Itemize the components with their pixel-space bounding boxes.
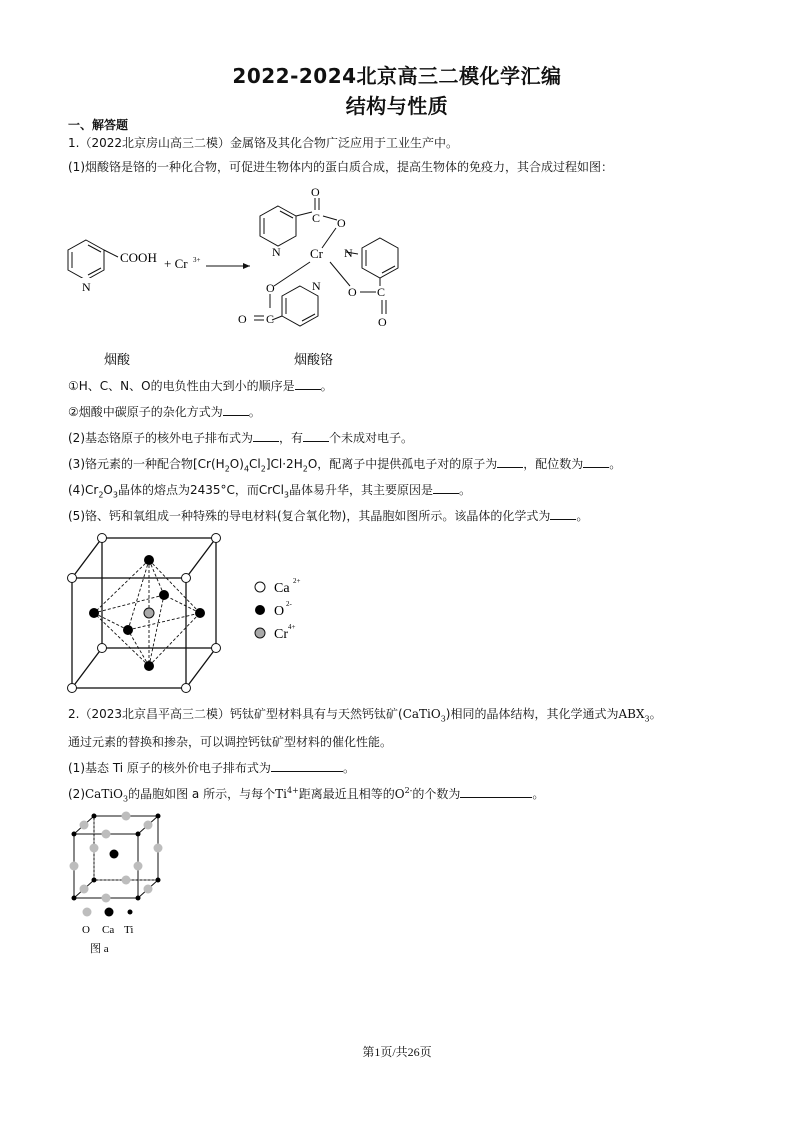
ca-atom xyxy=(68,574,77,583)
q1-part4-text: 晶体的熔点为2435°C，而CrCl xyxy=(117,483,284,497)
cr-ion-label: + Cr xyxy=(164,256,188,271)
o-label: O xyxy=(337,216,346,230)
o-atom xyxy=(122,812,131,821)
q1-part3 xyxy=(68,456,621,472)
q1-part3-text: Cl xyxy=(249,457,261,471)
ca-legend-marker xyxy=(105,908,114,917)
formula: Ti xyxy=(275,787,287,801)
chromium-nicotinate-structure xyxy=(254,198,398,326)
o-atom xyxy=(144,661,154,671)
q2-part2 xyxy=(68,786,544,802)
subscript: 3 xyxy=(123,794,129,804)
o-label: O xyxy=(378,315,387,329)
document-title: 2022-2024北京高三二模化学汇编 xyxy=(232,64,562,88)
q2-part2-text: (2) xyxy=(68,787,85,801)
ca-atom xyxy=(212,534,221,543)
o-label: O xyxy=(266,281,275,295)
q1-unit-cell-figure xyxy=(62,530,312,696)
ca-atom xyxy=(98,534,107,543)
subscript: 3 xyxy=(112,490,118,500)
answer-blank[interactable] xyxy=(583,456,609,468)
ti-atom xyxy=(92,878,97,883)
ca-atom xyxy=(68,684,77,693)
ti-legend-marker xyxy=(128,910,133,915)
ti-atom xyxy=(72,896,77,901)
q1-part5 xyxy=(68,508,588,524)
subscript: 4 xyxy=(243,464,250,474)
ca-legend-label: Ca xyxy=(102,924,115,936)
answer-blank[interactable] xyxy=(497,456,523,468)
o-atom xyxy=(134,862,143,871)
o-atom xyxy=(80,885,89,894)
cr-atom xyxy=(144,608,154,618)
formula: CaTiO xyxy=(402,707,441,721)
subscript: 3 xyxy=(283,490,289,500)
q1-part2-text: 个未成对电子。 xyxy=(329,431,414,445)
o-atom xyxy=(70,862,79,871)
unit-cell-legend xyxy=(255,577,301,642)
c-label: C xyxy=(266,312,275,326)
page-footer: 第1页/共26页 xyxy=(362,1045,432,1059)
period: 。 xyxy=(576,509,589,523)
section-heading: 一、解答题 xyxy=(68,118,129,132)
ca-legend-marker xyxy=(255,582,265,592)
q2-part2-text: 的个数为 xyxy=(412,787,461,801)
o-label: O xyxy=(238,312,247,326)
q1-part3-text: ，配位数为 xyxy=(523,457,584,471)
o-atom xyxy=(123,625,133,635)
q1-part4-text: O xyxy=(103,483,113,497)
ti-atom xyxy=(92,814,97,819)
cooh-label: COOH xyxy=(120,250,157,265)
cr-legend-marker xyxy=(255,628,265,638)
q1-part1-text: (1)烟酸铬是铬的一种化合物，可促进生物体内的蛋白质合成，提高生物体的免疫力，其合成过程如图： xyxy=(68,160,614,174)
period: 。 xyxy=(342,761,355,775)
q1-sub1 xyxy=(68,378,333,394)
q1-part2-text: (2)基态铬原子的核外电子排布式为 xyxy=(68,431,253,445)
formula: CaTiO xyxy=(85,787,124,801)
nicotinic-acid-caption: 烟酸 xyxy=(104,352,131,367)
o-label: O xyxy=(348,285,357,299)
o-atom xyxy=(80,821,89,830)
q1-part4 xyxy=(68,482,471,498)
nitrogen-label: N xyxy=(272,245,281,259)
ti-legend-label: Ti xyxy=(124,924,134,936)
superscript: 4+ xyxy=(286,786,299,795)
q1-part5-text: (5)铬、钙和氧组成一种特殊的导电材料(复合氧化物)，其晶胞如图所示。该晶体的化学式为 xyxy=(68,509,551,523)
answer-blank[interactable] xyxy=(460,786,532,798)
q2-line2: 通过元素的替换和掺杂，可以调控钙钛矿型材料的催化性能。 xyxy=(68,735,393,749)
figure-a xyxy=(64,810,174,960)
cr-legend-charge: 4+ xyxy=(288,623,296,631)
subscript: 2 xyxy=(98,490,104,500)
q2-heading xyxy=(68,706,662,722)
period: 。 xyxy=(459,483,472,497)
nitrogen-label: N xyxy=(312,279,321,293)
ti-atom xyxy=(136,832,141,837)
q1-sub2 xyxy=(68,404,261,420)
q1-part3-text: O) xyxy=(229,457,244,471)
ca-atom xyxy=(110,850,119,859)
formula: ABX xyxy=(618,707,645,721)
o-atom xyxy=(154,844,163,853)
subscript: 2 xyxy=(260,464,266,474)
period: 。 xyxy=(649,707,662,721)
o-atom xyxy=(122,876,131,885)
subscript: 2 xyxy=(224,464,230,474)
nicotinic-acid-structure xyxy=(68,240,118,280)
q1-part4-text: 晶体易升华，其主要原因是 xyxy=(289,483,434,497)
ca-legend-label: Ca xyxy=(274,581,290,596)
answer-blank[interactable] xyxy=(271,760,343,772)
ca-atom xyxy=(98,644,107,653)
c-label: C xyxy=(377,285,386,299)
q1-part3-text: ]Cl·2H xyxy=(265,457,303,471)
ti-atom xyxy=(156,878,161,883)
o-atom xyxy=(90,844,99,853)
subscript: 2 xyxy=(302,464,308,474)
q2-part1-text: (1)基态 Ti 原子的核外价电子排布式为 xyxy=(68,761,271,775)
q2-part2-text: 距离最近且相等的 xyxy=(298,787,395,801)
q1-heading: 1.（2022北京房山高三二模）金属铬及其化合物广泛应用于工业生产中。 xyxy=(68,136,458,150)
ca-atom xyxy=(182,574,191,583)
cr-charge: 3+ xyxy=(193,256,201,264)
ca-atom xyxy=(182,684,191,693)
o-atom xyxy=(159,590,169,600)
answer-blank[interactable] xyxy=(223,404,249,416)
o-label: O xyxy=(311,185,320,199)
ca-atom xyxy=(212,644,221,653)
q2-heading-text: )相同的晶体结构，其化学通式为 xyxy=(445,707,619,721)
reaction-figure xyxy=(60,182,460,372)
figure-a-caption: 图 a xyxy=(90,943,109,955)
o-atom xyxy=(102,830,111,839)
c-label: C xyxy=(312,211,321,225)
o-legend-label: O xyxy=(82,924,90,936)
q1-part3-text: (3)铬元素的一种配合物[Cr(H xyxy=(68,457,225,471)
subscript: 3 xyxy=(440,714,446,724)
o-legend-charge: 2- xyxy=(286,600,292,608)
q1-sub2-text: ②烟酸中碳原子的杂化方式为 xyxy=(68,405,223,419)
period: 。 xyxy=(609,457,622,471)
answer-blank[interactable] xyxy=(550,508,576,520)
ti-atom xyxy=(72,832,77,837)
q1-sub1-text: ①H、C、N、O的电负性由大到小的顺序是 xyxy=(68,379,295,393)
nitrogen-label: N xyxy=(82,280,91,294)
answer-blank[interactable] xyxy=(295,378,321,390)
answer-blank[interactable] xyxy=(303,430,329,442)
q1-part2 xyxy=(68,430,413,446)
answer-blank[interactable] xyxy=(433,482,459,494)
ti-atom xyxy=(136,896,141,901)
o-legend-marker xyxy=(83,908,92,917)
q2-heading-text: 2.（2023北京昌平高三二模）钙钛矿型材料具有与天然钙钛矿( xyxy=(68,707,403,721)
chromium-nicotinate-caption: 烟酸铬 xyxy=(294,352,334,367)
ti-atom xyxy=(156,814,161,819)
period: 。 xyxy=(320,379,333,393)
nitrogen-label: N xyxy=(344,246,353,260)
q2-part1 xyxy=(68,760,355,776)
period: 。 xyxy=(532,787,545,801)
q1-part2-text: ，有 xyxy=(279,431,304,445)
formula: O xyxy=(394,787,405,801)
reaction-arrow xyxy=(206,263,250,269)
superscript: 2- xyxy=(404,786,413,795)
ca-legend-charge: 2+ xyxy=(293,577,301,585)
o-atom xyxy=(195,608,205,618)
q2-part2-text: 的晶胞如图 a 所示，与每个 xyxy=(128,787,276,801)
cr-legend-label: Cr xyxy=(274,627,288,642)
period: 。 xyxy=(248,405,261,419)
q1-part3-text: O，配离子中提供孤电子对的原子为 xyxy=(307,457,498,471)
subscript: 3 xyxy=(644,714,650,724)
o-atom xyxy=(144,555,154,565)
o-legend-marker xyxy=(255,605,265,615)
answer-blank[interactable] xyxy=(253,430,279,442)
o-atom xyxy=(144,821,153,830)
document-subtitle: 结构与性质 xyxy=(345,94,449,118)
q1-part4-text: (4)Cr xyxy=(68,483,99,497)
cr-center-label: Cr xyxy=(310,246,323,261)
o-atom xyxy=(144,885,153,894)
o-atom xyxy=(89,608,99,618)
o-legend-label: O xyxy=(274,604,285,619)
o-atom xyxy=(102,894,111,903)
